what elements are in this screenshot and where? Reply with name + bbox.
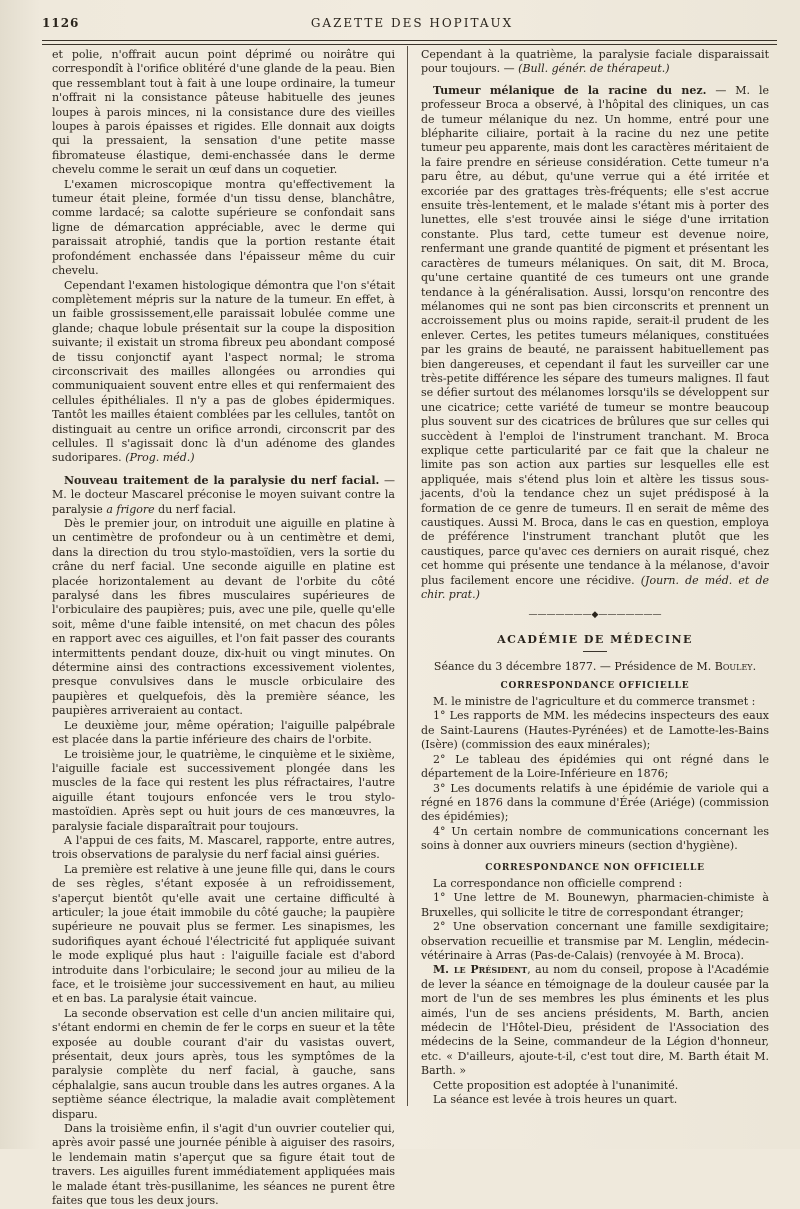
- article-paragraph: [421, 84, 769, 603]
- paragraph: L'examen microscopique montra qu'effectivement la tumeur était pleine, formée d'un tissu dense, blanchâtre, comme lardacé; sa calotte supérieure se confondait sans ligne de démarcation appréciable, avec le derme qui paraissait atrophié, tandis que la portion restante était profondément enchassée dans l'épaisseur même du cuir chevelu.: [52, 177, 395, 278]
- article-lead-text: — M. le docteur Mascarel préconise le moyen suivant contre la paralysie: [52, 473, 396, 516]
- page-number: 1126: [42, 16, 80, 30]
- article-body: — M. le professeur Broca a observé, à l'hôpital des cliniques, un cas de tumeur mélanique du nez. Un homme, entré pour une blépharite ciliaire, portait à la racine du nez une petite tumeur peu apparente, mais dont les caractères méritaient de la faire prendre en sérieuse considération. Cette tumeur n'a paru être, au début, qu'une verrue qui a été irritée et excoriée par des grattages très-fréquents; elle s'est accrue ensuite très-lentement, et le malade s'étant mis à porter des lunettes, elle s'est trouvée ainsi le siége d'une irritation constante. Plus tard, cette tumeur est devenue noire, renfermant une grande quantité de pigment et présentant les caractères de tumeurs mélaniques. On sait, dit M. Broca, qu'une certaine quantité de ces tumeurs ont une grande tendance à la généralisation. Aussi, lorsqu'on rencontre des mélanomes qui ne sont pas bien circonscrits et prennent un accroissement plus ou moins rapide, serait-il prudent de les enlever. Certes, les petites tumeurs mélaniques, constituées par les grains de beauté, ne paraissent habituellement pas bien dangereuses, et cependant il faut les surveiller car une très-petite différence les sépare des tumeurs malignes. Il faut se défier surtout des mélanomes lorsqu'ils se développent sur une cicatrice; cette variété de tumeur se montre beaucoup plus souvent sur des cicatrices de brûlures que sur celles qui succèdent à l'emploi de l'instrument tranchant. M. Broca explique cette particularité par ce fait que la chaleur ne limite pas son action aux parties sur lesquelles elle est appliquée, mais s'étend plus loin et altère les tissus sous-jacents, d'où la tendance chez un sujet prédisposé à la formation de ce genre de tumeurs. Il en serait de même des caustiques. Aussi M. Broca, dans le cas en question, employa de préférence l'instrument tranchant plutôt que les caustiques, parce qu'avec ces derniers on aurait risqué, chez cet homme qui présente une tendance à la mélanose, d'avoir plus facilement encore une récidive.: [421, 83, 769, 587]
- article-lead-italic: a frigore: [106, 502, 155, 516]
- president-paragraph: [421, 963, 769, 1078]
- corr-officielle-title: CORRESPONDANCE OFFICIELLE: [500, 680, 690, 691]
- academie-title: ACADÉMIE DE MÉDECINE: [497, 632, 693, 646]
- left-column: [52, 48, 395, 1209]
- paragraph: Le deuxième jour, même opération; l'aiguille palpébrale est placée dans la partie inférieure des chairs de l'orbite.: [52, 718, 395, 747]
- continuation-paragraph: [421, 48, 769, 77]
- list-item: 4° Un certain nombre de communications concernant les soins à donner aux ouvriers mineurs (section d'hygiène).: [421, 824, 769, 853]
- article-title: Tumeur mélanique de la racine du nez.: [433, 83, 707, 97]
- paragraph: Le troisième jour, le quatrième, le cinquième et le sixième, l'aiguille faciale est successivement plongée dans les muscles de la face qui restent les plus réfractaires, l'autre aiguille étant toujours enfoncée vers le trou stylo-mastoïdien. Après sept ou huit jours de ces manœuvres, la paralysie faciale disparaîtrait pour toujours.: [52, 747, 395, 833]
- journal-title: GAZETTE DES HOPITAUX: [310, 16, 514, 30]
- short-rule: [583, 651, 607, 652]
- paragraph: [52, 279, 395, 466]
- paragraph: Dès le premier jour, on introduit une aiguille en platine à un centimètre de profondeur ou à un centimètre et demi, dans la direction du trou stylo-mastoïdien, vers la sortie du crâne du nerf facial. Une seconde aiguille en platine est placée horizontalement au devant de l'orbite du côté paralysé dans les fibres musculaires supérieures de l'orbiculaire des paupières; puis, avec une pile, quelle qu'elle soit, même d'une faible intensité, on met chacun des pôles en rapport avec ces aiguilles, et l'on fait passer des courants intermittents pendant douze, dix-huit ou vingt minutes. On détermine ainsi des contractions excessivement violentes, presque convulsives dans le muscle orbiculaire des paupières et quelquefois, dès la première séance, les paupières arriveraient au contact.: [52, 517, 395, 718]
- list-item: 2° Une observation concernant une famille sexdigitaire; observation recueillie et transmise par M. Lenglin, médecin-vétérinaire à Arras (Pas-de-Calais) (renvoyée à M. Broca).: [421, 920, 769, 962]
- president-label: M. le Président: [433, 963, 528, 977]
- corr-non-officielle-title: CORRESPONDANCE NON OFFICIELLE: [485, 862, 705, 873]
- source-citation: (Journ. de méd. et de chir. prat.): [421, 573, 770, 602]
- article-title: Nouveau traitement de la paralysie du nerf facial.: [64, 473, 380, 487]
- page-header: [42, 12, 782, 38]
- list-item: 3° Les documents relatifs à une épidémie de variole qui a régné en 1876 dans la commune d'Érée (Ariége) (commission des épidémies);: [421, 781, 769, 824]
- seance-president: Bouley.: [714, 660, 757, 674]
- paragraph: Dans la troisième enfin, il s'agit d'un ouvrier coutelier qui, après avoir passé une journée pénible à aiguiser des rasoirs, le lendemain matin s'aperçut que sa figure était tout de travers. Les aiguilles furent immédiatement appliquées mais le malade étant très-pusillanime, les séances ne purent être faites que tous les deux jours.: [52, 1122, 395, 1208]
- right-column: [421, 48, 769, 1107]
- column-divider: [407, 46, 408, 1106]
- header-rule: [42, 40, 777, 45]
- section-ornament: ———————◆———————: [528, 610, 662, 621]
- seance-line: [421, 660, 769, 674]
- list-item: 1° Les rapports de MM. les médecins inspecteurs des eaux de Saint-Laurens (Hautes-Pyrénées) et de Lamotte-les-Bains (Isère) (commission des eaux minérales);: [421, 709, 769, 752]
- closing-line: La séance est levée à trois heures un quart.: [433, 1093, 678, 1107]
- list-item: M. le ministre de l'agriculture et du commerce transmet :: [433, 695, 756, 709]
- source-citation: (Bull. génér. de thérapeut.): [518, 62, 670, 76]
- source-citation: (Prog. méd.): [125, 451, 195, 465]
- list-item: 2° Le tableau des épidémies qui ont régné dans le département de la Loire-Inférieure en 1876;: [421, 752, 769, 781]
- president-text: , au nom du conseil, propose à l'Académie de lever la séance en témoignage de la douleur causée par la mort de l'un de ses membres les plus éminents et les plus aimés, l'un de ses anciens présidents, M. Barth, ancien médecin de l'Hôtel-Dieu, président de l'Association des médecins de la Seine, commandeur de la Légion d'honneur, etc. « D'ailleurs, ajoute-t-il, c'est tout dire, M. Barth était M. Barth. »: [421, 963, 769, 1078]
- article-lead-end: du nerf facial.: [154, 502, 237, 516]
- continuation-text: Cependant à la quatrième, la paralysie faciale disparaissait pour toujours. —: [421, 48, 769, 76]
- list-item: 1° Une lettre de M. Bounewyn, pharmacien-chimiste à Bruxelles, qui sollicite le titre de correspondant étranger;: [421, 891, 769, 919]
- paragraph: La première est relative à une jeune fille qui, dans le cours de ses règles, s'étant exposée à un refroidissement, s'aperçut bientôt qu'elle avait une certaine difficulté à articuler; la joue était immobile du côté gauche; la paupière supérieure ne pouvait plus se fermer. Les sinapismes, les sudorifiques ayant échoué l'électricité fut appliquée suivant le mode expliqué plus haut : l'aiguille faciale est d'abord introduite dans l'orbiculaire; le second jour au milieu de la face, et le troisième jour successivement en haut, au milieu et en bas. La paralysie était vaincue.: [52, 862, 395, 1006]
- closing-line: Cette proposition est adoptée à l'unanimité.: [433, 1078, 679, 1092]
- article-lead: [52, 474, 395, 517]
- paragraph: La seconde observation est celle d'un ancien militaire qui, s'étant endormi en chemin de fer le corps en sueur et la tête exposée au double courant d'air du vasistas ouvert, présentait, deux jours après, tous les symptômes de la paralysie complète du nerf facial, à gauche, sans céphalalgie, sans aucun trouble dans les autres organes. A la septième séance électrique, la maladie avait complètement disparu.: [52, 1006, 395, 1121]
- paragraph: A l'appui de ces faits, M. Mascarel, rapporte, entre autres, trois observations de paralysie du nerf facial ainsi guéries.: [52, 833, 395, 862]
- seance-text: Séance du 3 décembre 1877. — Présidence de M.: [433, 660, 715, 674]
- paragraph-text: Cependant l'examen histologique démontra que l'on s'était complètement mépris sur la nature de la tumeur. En effet, à un faible grossissement,elle paraissait lobulée comme une glande; chaque lobule présentait sur la coupe la disposition suivante; il existait un stroma fibreux peu abondant composé de tissu conjonctif ayant l'aspect normal; le stroma circonscrivait des mailles allongées ou arrondies qui communiquaient souvent entre elles et qui renfermaient des cellules épithéliales. Il n'y a pas de globes épidermiques. Tantôt les mailles étaient comblées par les cellules, tantôt on distinguait au centre un orifice arrondi, circonscrit par des cellules. Il s'agissait donc là d'un adénome des glandes sudoripares.: [52, 278, 395, 465]
- paragraph: et polie, n'offrait aucun point déprimé ou noirâtre qui correspondît à l'orifice oblitéré d'une glande de la peau. Bien que ressemblant tout à fait à une loupe ordinaire, la tumeur n'offrait ni la consistance pâteuse habituelle des jeunes loupes à parois minces, ni la consistance dure des vieilles loupes à parois épaisses et rigides. Elle donnait aux doigts qui la pressaient, la sensation d'une petite masse fibromateuse élastique, demi-enchassée dans le derme chevelu comme le serait un œuf dans un coquetier.: [52, 48, 395, 177]
- list-item: La correspondance non officielle comprend :: [433, 876, 683, 890]
